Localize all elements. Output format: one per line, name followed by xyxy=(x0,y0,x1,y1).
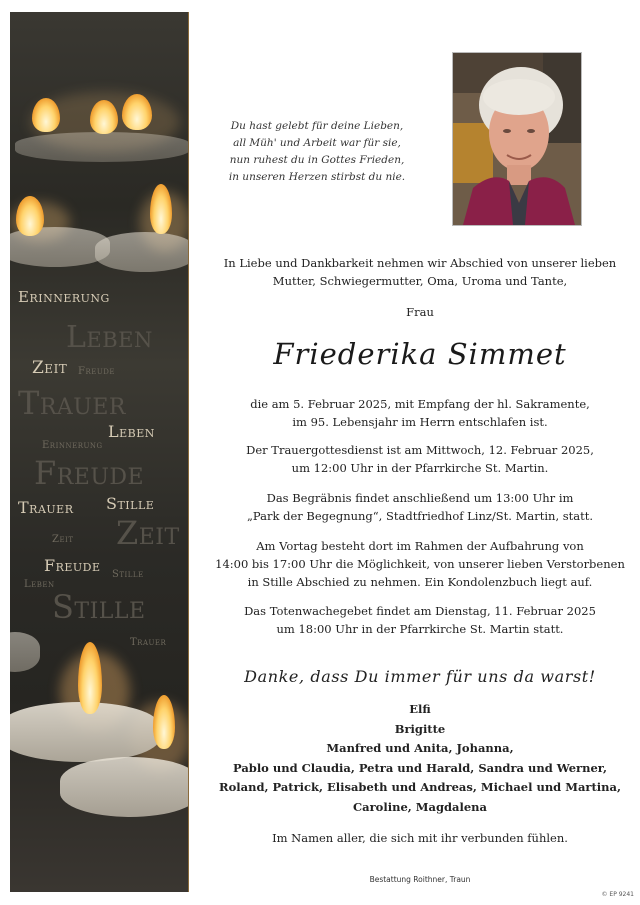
band-word: Trauer xyxy=(130,637,167,648)
flame-icon xyxy=(32,98,60,132)
service-line: um 12:00 Uhr in der Pfarrkirche St. Martin. xyxy=(291,461,549,475)
poem-line: nun ruhest du in Gottes Frieden, xyxy=(229,154,405,166)
closing-line: Im Namen aller, die sich mit ihr verbunden fühlen. xyxy=(272,831,568,845)
viewing-line: Am Vortag besteht dort im Rahmen der Aufbahrung von xyxy=(256,539,584,553)
deceased-name: Friederika Simmet xyxy=(273,337,567,371)
band-word: Freude xyxy=(78,366,115,377)
band-word: Stille xyxy=(52,588,146,626)
wake-line: Das Totenwachegebet findet am Dienstag, 11. Februar 2025 xyxy=(244,604,596,618)
wake-line: um 18:00 Uhr in der Pfarrkirche St. Martin statt. xyxy=(276,622,564,636)
family-line: Brigitte xyxy=(394,721,446,736)
band-word: Freude xyxy=(44,556,101,575)
band-word: Leben xyxy=(108,422,155,441)
band-word: Freude xyxy=(34,454,145,492)
band-word: Stille xyxy=(106,494,155,513)
family-line: Caroline, Magdalena xyxy=(353,799,487,814)
flame-icon xyxy=(122,94,152,130)
document-code: © EP 9241 xyxy=(601,891,634,898)
intro-line: In Liebe und Dankbarkeit nehmen wir Abschied von unserer lieben xyxy=(223,256,617,270)
burial-info xyxy=(200,489,640,525)
burial-line: „Park der Begegnung“, Stadtfriedhof Linz/St. Martin, statt. xyxy=(246,509,594,523)
family-line: Roland, Patrick, Elisabeth und Andreas, Michael und Martina, xyxy=(219,780,621,794)
burial-line: Das Begräbnis findet anschließend um 13:00 Uhr im xyxy=(266,491,574,505)
family-line: Elfi xyxy=(409,702,431,716)
wake-info xyxy=(200,602,640,638)
candle-image-band xyxy=(10,12,189,892)
death-info-line: im 95. Lebensjahr im Herrn entschlafen ist. xyxy=(292,415,548,429)
flame-icon xyxy=(16,196,44,236)
band-word: Erinnerung xyxy=(42,440,103,451)
family-line: Pablo und Claudia, Petra und Harald, Sandra und Werner, xyxy=(232,760,608,775)
death-info xyxy=(200,395,640,431)
salutation: Frau xyxy=(406,305,434,319)
thanks-heading: Danke, dass Du immer für uns da warst! xyxy=(244,667,596,686)
service-info xyxy=(200,441,640,477)
band-word: Trauer xyxy=(18,498,74,517)
service-line: Der Trauergottesdienst ist am Mittwoch, 12. Februar 2025, xyxy=(246,443,594,457)
band-word: Stille xyxy=(112,569,144,580)
poem-line: in unseren Herzen stirbst du nie. xyxy=(228,171,406,183)
band-word: Erinnerung xyxy=(18,288,110,306)
band-word: Zeit xyxy=(116,514,180,552)
intro-line: Mutter, Schwiegermutter, Oma, Uroma und Tante, xyxy=(272,274,568,288)
intro-text xyxy=(200,254,640,290)
viewing-line: in Stille Abschied zu nehmen. Ein Kondolenzbuch liegt auf. xyxy=(247,575,593,589)
viewing-info xyxy=(200,537,640,591)
family-line: Manfred und Anita, Johanna, xyxy=(326,741,514,755)
funeral-home-footer: Bestattung Roithner, Traun xyxy=(369,875,471,884)
death-info-line: die am 5. Februar 2025, mit Empfang der hl. Sakramente, xyxy=(250,397,590,411)
band-word: Zeit xyxy=(52,534,74,545)
band-word: Zeit xyxy=(32,358,68,378)
memorial-poem xyxy=(228,118,406,186)
poem-line: all Müh' und Arbeit war für sie, xyxy=(233,137,401,149)
band-word: Leben xyxy=(24,579,55,590)
flame-icon xyxy=(153,695,175,749)
viewing-line: 14:00 bis 17:00 Uhr die Möglichkeit, von unserer lieben Verstorbenen xyxy=(215,557,625,571)
portrait-photo xyxy=(452,52,582,226)
band-word: Leben xyxy=(66,320,153,355)
family-list xyxy=(200,700,640,817)
flame-icon xyxy=(90,100,118,134)
band-word: Trauer xyxy=(18,384,126,422)
poem-line: Du hast gelebt für deine Lieben, xyxy=(230,120,404,132)
